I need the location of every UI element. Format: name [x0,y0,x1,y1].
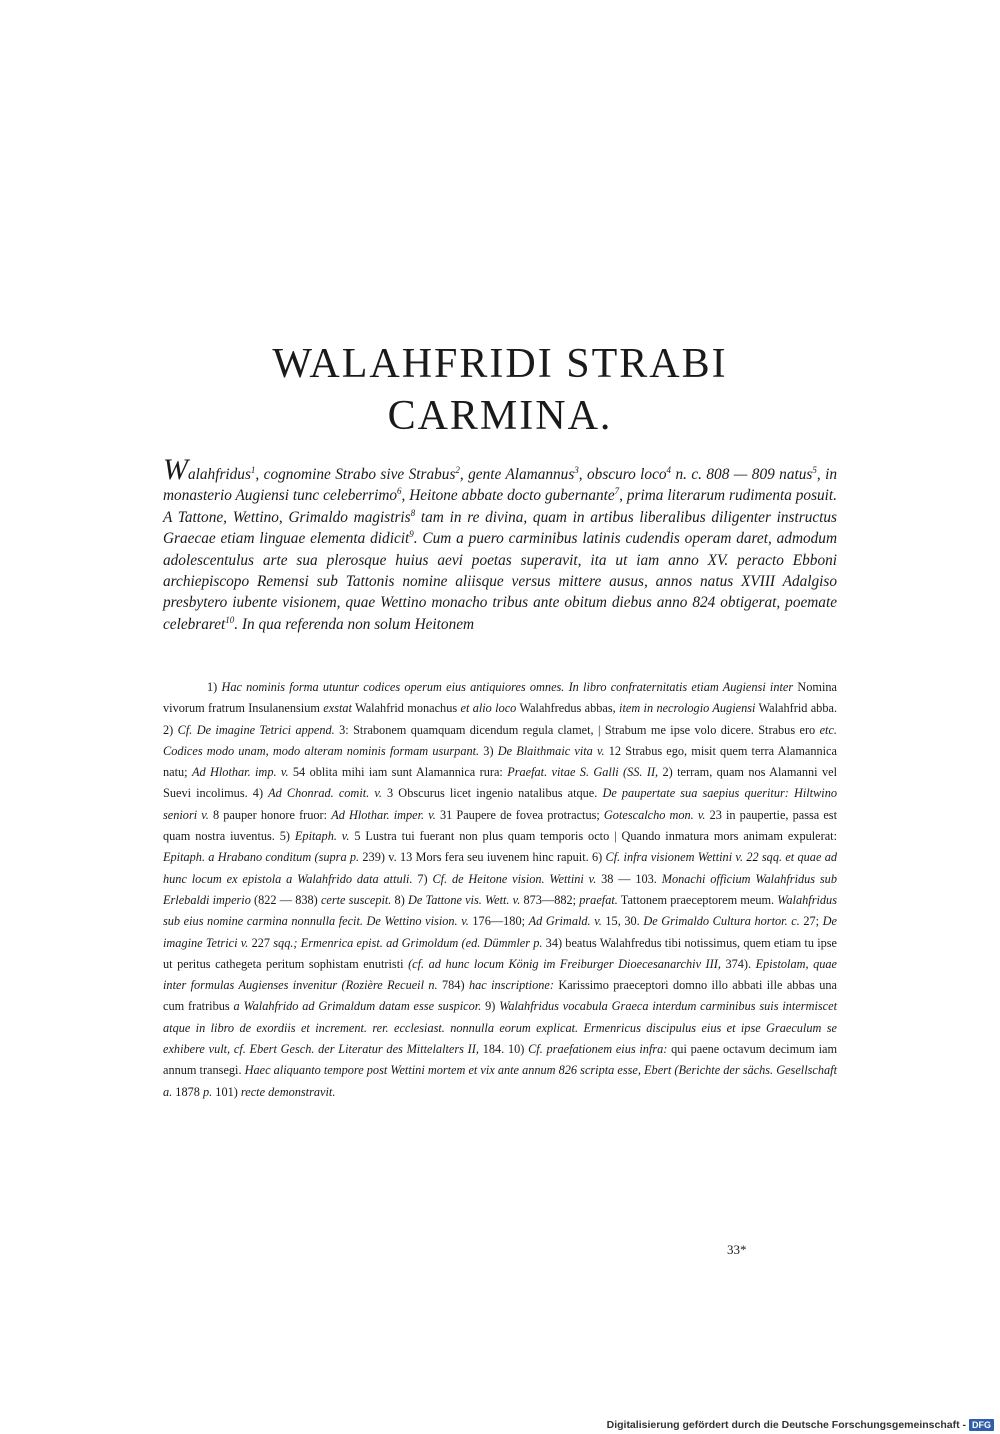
footnote-run: 1878 [172,1084,203,1099]
dfg-logo-icon: DFG [969,1419,994,1431]
footnote-run: 3) [479,743,498,758]
footnote-run: 8) [391,892,408,907]
body-text-segment: , in monasterio Augiensi tunc celeberrimo [163,466,837,505]
footnote-marker: 2 [455,464,460,475]
footnote-run: 184. 10) [478,1042,529,1057]
footnote-run: 34) beatus Walahfredus tibi notissimus, quem etiam tu ipse ut peritus cathegeta peritum sophistam enutristi [163,935,838,971]
footnote-run: Walahfridus vocabula Graeca interdum carminibus suis intermiscet atque in libro de exordiis et increment. rer. ecclesiast. nonnulla eorum explicat. Ermenricus discipulus eius et ipse Graeculum se exhibere vult, cf. Ebert Gesch. der Literatur des Mittelalters II, [163,999,837,1057]
footnote-run: item in necrologio Augiensi [619,701,756,716]
footnote-run: 23 in paupertie, passa est quam nostra iuventus. 5) [163,807,838,844]
footnote-run: Epistolam, quae inter formulas Augienses invenitur (Rozière Recueil n. [163,956,837,993]
body-text-segment: , Heitone abbate docto gubernante [401,487,615,505]
footnote-run: 3 Obscurus licet ingenio natalibus atque. [381,786,603,801]
footnote-run: Karissimo praeceptori domno illo abbati ille abbas una cum fratribus [163,978,837,1014]
footnote-run: Cf. De imagine Tetrici append. [177,722,335,737]
footnote-run: Walahfrid monachus [351,701,461,716]
footnote-run: Haec aliquanto tempore post Wettini mortem et vix ante annum 826 scripta esse, Ebert (Berichte der sächs. Gesellschaft a. [163,1063,837,1099]
footnote-run: 239) v. 13 Mors fera seu iuvenem hinc rapuit. 6) [359,850,606,865]
body-text-segment: , gente Alamannus [459,466,575,483]
footnote-run: Ad Hlothar. imper. v. [331,807,436,822]
body-text-segment: alahfridus [188,466,251,483]
footnote-run: sqq.; Ermenrica epist. ad Grimoldum (ed. Dümmler p. [273,935,543,950]
drop-capital: W [163,453,188,486]
footnote-run: (cf. ad hunc locum König im Freiburger Dioecesanarchiv III, [408,956,721,971]
footnote-marker: 3 [574,464,579,475]
body-text-segment: n. c. 808 — 809 natus [671,466,813,483]
footnote-run: exstat [323,701,352,716]
title-line-2: CARMINA. [387,393,613,439]
footnote-run: (822 — 838) [250,892,321,907]
footnote-run: Cf. de Heitone vision. Wettini v. [432,871,597,886]
footnote-run: Cf. infra visionem Wettini v. 22 sqq. et quae ad hunc locum ex epistola a Walahfrido data attuli. [163,850,837,886]
footnote-run: Nomina vivorum fratrum Insulanensium [163,680,837,716]
footer-credit [607,1418,994,1432]
footnote-run: Ad Grimald. v. [528,914,602,929]
footnote-run: De Grimaldo Cultura hortor. c. [643,914,800,929]
footnote-run: De Tattone vis. Wett. v. [407,892,521,907]
footnote-run: Monachi officium Walahfridus sub Erlebaldi imperio [163,871,837,907]
footnote-marker: 5 [812,464,817,475]
footnote-run: 15, 30. [601,914,644,929]
footnote-run: certe suscepit. [320,892,392,907]
footnote-run: 31 Paupere de fovea protractus; [435,807,604,822]
footnote-run: Praefat. vitae S. Galli (SS. II, [507,765,659,780]
body-text-segment: , prima literarum rudimenta posuit. A Tattone, Wettino, Grimaldo magistris [163,487,838,526]
footnote-run: 8 pauper honore fruor: [208,807,332,822]
body-text-segment: , obscuro loco [578,466,667,483]
footnote-run: etc. Codices modo unam, modo alteram nominis formam usurpant. [163,722,837,758]
footnote-marker: 8 [410,507,416,518]
body-text-segment: . Cum a puero carminibus latinis cudendis operam daret, admodum adolescentulus arte sua plerosque huius aevi poetas superavit, ita ut iam anno XV. peracto Ebboni archiepiscopo Remensi sub Tattonis nomine aliisque versus mittere ausus, annos natus XVIII Adalgiso presbytero iubente visionem, quae Wettino monacho tribus ante obitum diebus anno 824 obtigerat, poemate celebraret [163,530,837,633]
footnote-run: De paupertate sua saepius queritur: Hiltwino seniori v. [163,786,837,822]
footnote-run: 3: Strabonem quamquam dicendum regula clamet, | Strabum me ipse volo dicere. Strabus ero [334,722,820,737]
footnote-run: 5 Lustra tui fuerant non plus quam temporis octo | Quando inmatura mors animam expulerat: [349,829,838,844]
footnote-run: 7) [412,871,433,886]
footnote-run: 2) terram, quam nos Alamanni vel Suevi incolimus. 4) [163,765,837,801]
page-number: 33* [727,1242,747,1257]
footnote-run: 176—180; [468,914,529,929]
footnote-run: qui paene octavum decimum iam annum transegi. [163,1042,838,1078]
footnote-run: recte demonstravit. [240,1084,336,1099]
footnote-run: 374). [720,956,756,971]
footnote-marker: 10 [225,614,235,625]
footnote-run: Walahfridus sub eius nomine carmina nonnulla fecit. De Wettino vision. v. [163,892,837,929]
footnote-run: Tattonem praeceptorem meum. [617,892,778,907]
footnote-marker: 7 [614,486,620,497]
footnote-run: Ad Hlothar. imp. v. [191,765,289,780]
footnotes [163,677,837,1103]
footnote-marker: 6 [397,486,402,497]
body-text-segment: tam in re divina, quam in artibus liberalibus diligenter instructus Graecae etiam linguae elementa didicit [163,508,837,548]
body-paragraph [163,453,838,635]
footnote-run: 54 oblita mihi iam sunt Alamannica rura: [288,765,508,780]
page-title [0,338,1000,442]
footnote-marker: 4 [666,464,672,475]
footnote-run: 1) [207,680,222,694]
footnote-run: 9) [481,999,500,1014]
footnote-run: De imagine Tetrici v. [163,914,837,950]
footnote-run: 227 [248,935,274,950]
footnote-run: Walahfrid abba. 2) [163,701,838,737]
footnote-run: 784) [437,978,469,993]
footer-text: Digitalisierung gefördert durch die Deutsche Forschungsgemeinschaft - [606,1419,966,1431]
footnote-run: p. [202,1084,213,1099]
footnote-run: 101) [212,1084,241,1099]
footnote-run: Walahfredus abbas, [516,701,620,716]
footnote-marker: 1 [250,464,256,475]
footnote-run: 873—882; [520,892,580,907]
body-text-segment: . In qua referenda non solum Heitonem [234,615,475,633]
footnote-run: De Blaithmaic vita v. [497,743,605,758]
footnote-marker: 9 [409,529,414,540]
footnote-run: Hac nominis forma utuntur codices operum eius antiquiores omnes. In libro confraternitatis etiam Augiensi inter [221,680,794,694]
footnote-run: praefat. [579,892,618,907]
footnote-run: Cf. praefationem eius infra: [528,1042,668,1057]
footnote-run: Epitaph. v. [294,829,350,844]
footnote-run: et alio loco [460,701,517,716]
footnote-run: hac inscriptione: [468,978,554,993]
footnote-run: Epitaph. a Hrabano conditum (supra p. [163,850,360,865]
footnote-run: 27; [799,914,823,929]
footnote-run: 12 Strabus ego, misit quem terra Alamannica natu; [163,743,837,780]
footnote-run: Ad Chonrad. comit. v. [268,786,382,801]
footnote-run: 38 — 103. [596,871,662,886]
body-text-segment: , cognomine Strabo sive Strabus [255,466,456,483]
footnote-run: Gotescalcho mon. v. [603,807,706,822]
footnote-run: a Walahfrido ad Grimaldum datam esse suspicor. [233,999,482,1014]
title-line-1: WALAHFRIDI STRABI [272,341,728,387]
